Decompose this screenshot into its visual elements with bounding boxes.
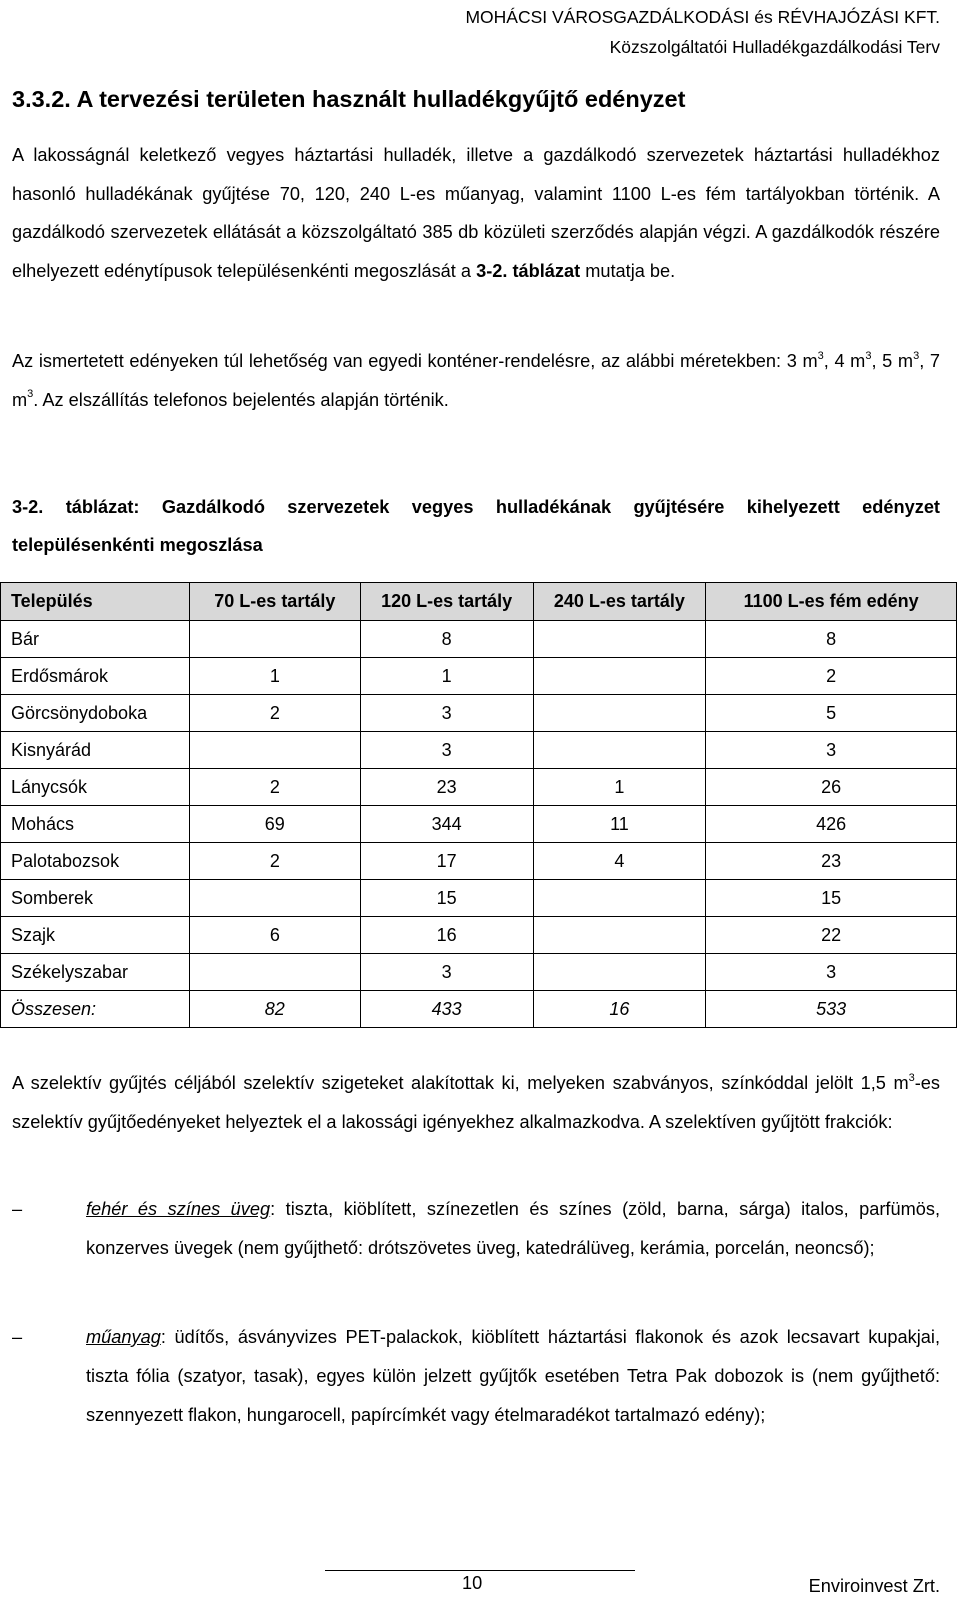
column-header: 120 L-es tartály <box>360 583 533 621</box>
table-cell: 8 <box>706 621 957 658</box>
table-cell <box>533 621 706 658</box>
list-item <box>12 1190 940 1268</box>
page-number: 10 <box>462 1573 483 1593</box>
table-caption: 3-2. táblázat: Gazdálkodó szervezetek vegyes hulladékának gyűjtésére kihelyezett edényzet településenkénti megoszlása <box>12 497 940 555</box>
page-header <box>465 2 940 62</box>
table-cell <box>533 954 706 991</box>
table-cell: 5 <box>706 695 957 732</box>
table-cell: Görcsönydoboka <box>1 695 190 732</box>
table-cell: 3 <box>360 732 533 769</box>
list-item-body <box>86 1190 940 1268</box>
table-cell: Mohács <box>1 806 190 843</box>
paragraph-end: -es szelektív gyűjtőedényeket helyeztek el a lakossági igényekhez alkalmazkodva. A szelektíven gyűjtött frakciók: <box>12 1073 940 1132</box>
table-cell <box>189 880 360 917</box>
table-cell: Bár <box>1 621 190 658</box>
table-cell: Erdősmárok <box>1 658 190 695</box>
table-cell: 3 <box>706 732 957 769</box>
table-cell: Palotabozsok <box>1 843 190 880</box>
table-cell <box>533 917 706 954</box>
table-cell <box>189 621 360 658</box>
table-row <box>1 658 957 695</box>
section-title: 3.3.2. A tervezési területen használt hulladékgyűjtő edényzet <box>12 86 686 112</box>
table-cell <box>533 695 706 732</box>
table-cell: 15 <box>360 880 533 917</box>
table-cell: 3 <box>360 954 533 991</box>
paragraph-text: A lakosságnál keletkező vegyes háztartási hulladék, illetve a gazdálkodó szervezetek háztartási hulladékhoz hasonló hulladékának gyűjtése 70, 120, 240 L-es műanyag, valamint 1100 L-es fém tartályokban történik. A gazdálkodó szervezetek ellátását a közszolgáltató 385 db közületi szerződés alapján végzi. A gazdálkodók részére elhelyezett edénytípusok településenkénti megoszlását a <box>12 145 940 281</box>
page-footer <box>0 1570 960 1597</box>
list-dash: – <box>12 1199 23 1219</box>
table-cell: 2 <box>706 658 957 695</box>
table-cell: 533 <box>706 991 957 1028</box>
list-item-body <box>86 1318 940 1434</box>
table-header-row <box>1 583 957 621</box>
table-cell <box>533 658 706 695</box>
paragraph-end: . Az elszállítás telefonos bejelentés alapján történik. <box>33 389 449 410</box>
table-cell: 22 <box>706 917 957 954</box>
table-row <box>1 880 957 917</box>
superscript: 3 <box>865 349 872 362</box>
table-total-row <box>1 991 957 1028</box>
table-cell: 1 <box>533 769 706 806</box>
table-cell: 2 <box>189 843 360 880</box>
table-cell: 15 <box>706 880 957 917</box>
table-row <box>1 732 957 769</box>
table-cell: 23 <box>360 769 533 806</box>
paragraph-waste-collection <box>12 136 940 290</box>
superscript: 3 <box>27 388 34 401</box>
superscript: 3 <box>913 349 920 362</box>
table-cell: 6 <box>189 917 360 954</box>
size-item: 7 m <box>12 351 940 410</box>
list-term: műanyag <box>86 1327 161 1347</box>
superscript: 3 <box>817 349 824 362</box>
footer-divider <box>325 1570 635 1571</box>
table-row <box>1 621 957 658</box>
column-header: 240 L-es tartály <box>533 583 706 621</box>
table-cell: 23 <box>706 843 957 880</box>
size-item: 3 m <box>786 351 818 371</box>
list-text: : tiszta, kiöblített, színezetlen és színes (zöld, barna, sárga) italos, parfümös, konzerves üvegek (nem gyűjthető: drótszövetes üveg, katedrálüveg, kerámia, porcelán, neoncső); <box>86 1199 940 1258</box>
table-row <box>1 917 957 954</box>
table-cell <box>189 954 360 991</box>
table-row <box>1 769 957 806</box>
table-cell: 3 <box>360 695 533 732</box>
table-cell: 1 <box>360 658 533 695</box>
table-cell: 16 <box>360 917 533 954</box>
list-item <box>12 1318 940 1434</box>
table-cell: Kisnyárád <box>1 732 190 769</box>
header-document-title: Közszolgáltatói Hulladékgazdálkodási Terv <box>609 37 940 57</box>
list-text: : üdítős, ásványvizes PET-palackok, kiöblített háztartási flakonok és azok lecsavart kupakjai, tiszta fólia (szatyor, tasak), egyes külön jelzett gyűjtők esetében Tetra Pak dobozok is (nem gyűjthető: szennyezett flakon, hungarocell, papírcímkét vagy ételmaradékot tartalmazó edény); <box>86 1327 940 1425</box>
size-item: 5 m <box>882 351 914 371</box>
paragraph-text: A szelektív gyűjtés céljából szelektív szigeteket alakítottak ki, melyeken szabványos, színkóddal jelölt 1,5 m <box>12 1073 909 1093</box>
container-distribution-table <box>0 582 957 1028</box>
table-row <box>1 954 957 991</box>
footer-company: Enviroinvest Zrt. <box>808 1576 940 1596</box>
table-row <box>1 843 957 880</box>
table-cell: Összesen: <box>1 991 190 1028</box>
table-reference: 3-2. táblázat <box>476 260 581 281</box>
table-cell <box>533 732 706 769</box>
table-cell: Lánycsók <box>1 769 190 806</box>
table-cell <box>533 880 706 917</box>
table-row <box>1 806 957 843</box>
table-cell: 2 <box>189 695 360 732</box>
table-cell: 8 <box>360 621 533 658</box>
table-cell: 4 <box>533 843 706 880</box>
table-cell: 16 <box>533 991 706 1028</box>
table-cell: 433 <box>360 991 533 1028</box>
table-cell: 3 <box>706 954 957 991</box>
table-cell: 1 <box>189 658 360 695</box>
table-cell: 69 <box>189 806 360 843</box>
paragraph-container-order: Az ismertetett edényeken túl lehetőség van egyedi konténer-rendelésre, az alábbi méretekben: 3 $m^3$, 4 $m^3$, 5 $m^3$, 7 $m^3$. Az elszállítás telefonos bejelentés alapján történik. <box>12 349 940 410</box>
paragraph-text: Az ismertetett edényeken túl lehetőség van egyedi konténer-rendelésre, az alábbi méretekben: <box>12 351 787 371</box>
header-company-name: MOHÁCSI VÁROSGAZDÁLKODÁSI és RÉVHAJÓZÁSI KFT. <box>465 7 940 27</box>
table-cell: Székelyszabar <box>1 954 190 991</box>
list-term: fehér és színes üveg <box>86 1199 271 1219</box>
size-item: 4 m <box>834 351 866 371</box>
table-cell: 2 <box>189 769 360 806</box>
table-cell: Szajk <box>1 917 190 954</box>
paragraph-selective-collection <box>12 1064 940 1141</box>
paragraph-end: mutatja be. <box>580 260 676 281</box>
table-cell: 344 <box>360 806 533 843</box>
column-header: 70 L-es tartály <box>189 583 360 621</box>
column-header: Település <box>1 583 190 621</box>
table-cell <box>189 732 360 769</box>
table-cell: 426 <box>706 806 957 843</box>
table-cell: Somberek <box>1 880 190 917</box>
table-cell: 17 <box>360 843 533 880</box>
superscript: 3 <box>908 1071 915 1084</box>
column-header: 1100 L-es fém edény <box>706 583 957 621</box>
table-cell: 26 <box>706 769 957 806</box>
table-cell: 11 <box>533 806 706 843</box>
list-dash: – <box>12 1327 23 1347</box>
table-cell: 82 <box>189 991 360 1028</box>
table-row <box>1 695 957 732</box>
